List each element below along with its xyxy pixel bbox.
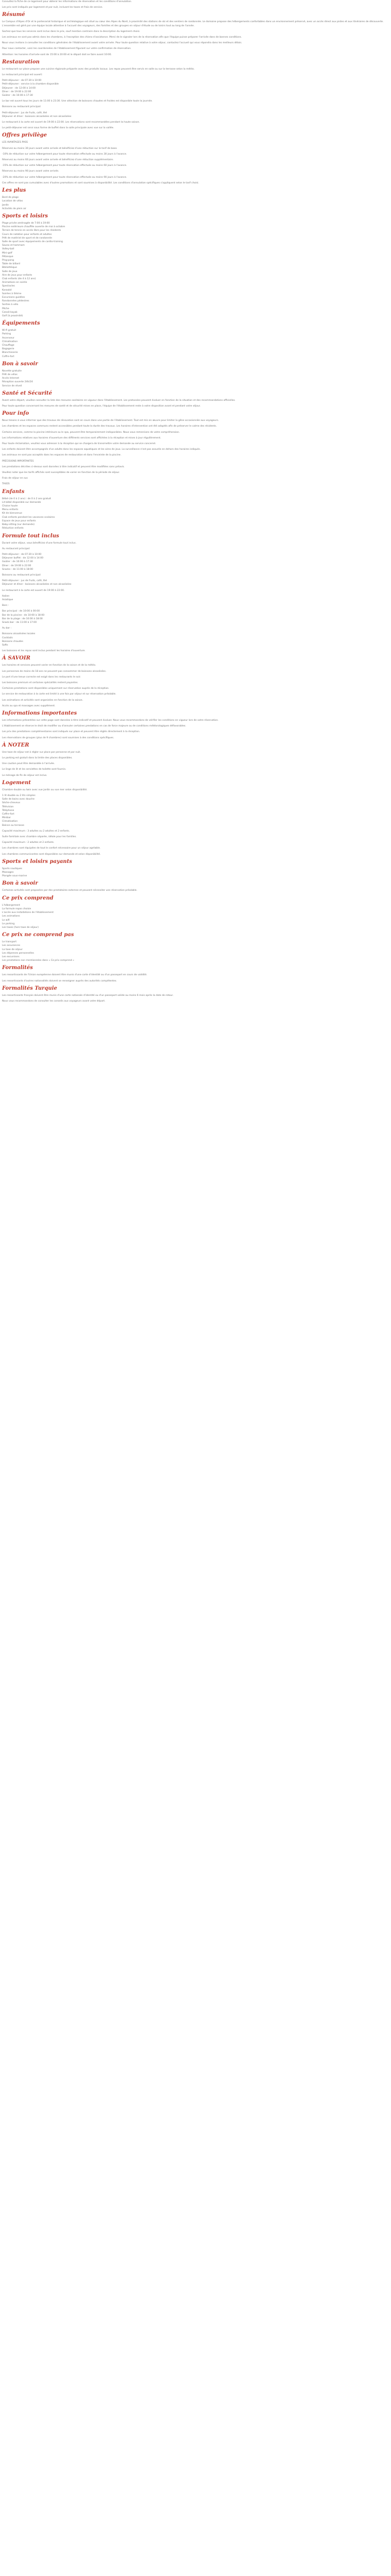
paragraph: Sachez que tous les services sont inclus dans le prix, sauf mention contraire dans la description du logement choisi. bbox=[2, 30, 140, 33]
list-item: Animations en soirée bbox=[2, 281, 27, 284]
section-heading: Sports et loisirs payants bbox=[2, 858, 72, 865]
paragraph: -15% de réduction sur votre hébergement pour toute réservation effectuée au moins 60 jours à l'avance. bbox=[2, 164, 127, 167]
list-item: Bagagerie bbox=[2, 348, 14, 351]
list-item: Petit-déjeuner : de 07:30 à 10:00 bbox=[2, 79, 42, 82]
list-item: Les prestations non mentionnées dans « Ce prix comprend » bbox=[2, 959, 74, 962]
section-heading: Les plus bbox=[2, 188, 26, 194]
list-item: La formule repas choisie bbox=[2, 907, 31, 910]
paragraph: Réservez au moins 90 jours avant votre arrivée. bbox=[2, 170, 59, 173]
list-item: Le parking bbox=[2, 922, 15, 925]
paragraph: Suite familiale avec chambre séparée, idéale pour les familles. bbox=[2, 836, 77, 839]
list-item: Cocktails bbox=[2, 636, 13, 639]
list-item: Bibliothèque bbox=[2, 266, 17, 269]
paragraph: Les animaux ne sont pas admis dans les chambres, à l'exception des chiens d'assistance. Merci de le signaler lors de la réservation afin que l'équipe puisse préparer l'arrivée dans de bonnes conditions. bbox=[2, 36, 242, 39]
list-item: Chauffage bbox=[2, 344, 14, 347]
paragraph: Certaines prestations sont disponibles uniquement sur réservation auprès de la réception. bbox=[2, 687, 109, 690]
item-list bbox=[2, 222, 389, 318]
list-item: Wi-fi gratuit bbox=[2, 329, 17, 332]
list-item: Ascenseur bbox=[2, 336, 14, 340]
paragraph: Nous vous invitons à consulter les conditions générales de l'établissement avant votre arrivée. Pour toute question relative à votre séjour, contactez l'accueil qui vous répondra dans les meilleurs délais. bbox=[2, 42, 242, 45]
section-heading: Ce prix ne comprend pas bbox=[2, 932, 74, 938]
list-item: Téléphone bbox=[2, 809, 14, 812]
paragraph: TAXES bbox=[2, 483, 10, 486]
paragraph: Le restaurant à la carte est ouvert de 19:00 à 22:00. Les réservations sont recommandées pendant la haute saison. bbox=[2, 121, 140, 124]
section-heading: Formalités Turquie bbox=[2, 985, 57, 991]
list-item: Goûter : de 16:00 à 17:30 bbox=[2, 94, 33, 97]
list-item: Golf (à proximité) bbox=[2, 314, 23, 317]
section-heading: Formalités bbox=[2, 965, 33, 971]
list-item: Coffre-fort bbox=[2, 355, 14, 358]
content-section bbox=[2, 742, 389, 777]
list-item: Accès Internet bbox=[2, 377, 20, 380]
list-item: Déjeuner et dîner : boissons alcoolisées et non alcoolisées bbox=[2, 115, 72, 118]
list-item: Parking bbox=[2, 333, 11, 336]
item-list bbox=[2, 595, 389, 602]
section-heading: Bon à savoir bbox=[2, 880, 38, 887]
paragraph: Les chambres et les espaces communs restent accessibles pendant toute la durée des travaux. Les horaires d'intervention ont été adaptés afin de préserver le calme des résidents. bbox=[2, 425, 217, 428]
paragraph: Les chambres sont équipées de tout le confort nécessaire pour un séjour agréable. bbox=[2, 847, 101, 850]
paragraph: PRÉCISIONS IMPORTANTES bbox=[2, 460, 34, 463]
content-section bbox=[2, 320, 389, 359]
paragraph: Les horaires et services peuvent varier en fonction de la saison et de la météo. bbox=[2, 664, 96, 667]
list-item: Salle de jeux bbox=[2, 270, 18, 273]
list-item: Le wifi bbox=[2, 919, 10, 922]
list-item: Bord de plage bbox=[2, 196, 19, 199]
paragraph: Les ressortissants français doivent être munis d'une carte nationale d'identité ou d'un passeport valide au moins 6 mois après la date de retour. bbox=[2, 994, 174, 997]
list-item: Piscine extérieure chauffée ouverte de mai à octobre bbox=[2, 226, 66, 229]
list-item: Navette gratuite bbox=[2, 369, 22, 372]
paragraph: Les personnes de moins de 18 ans ne peuvent pas consommer de boissons alcoolisées. bbox=[2, 670, 107, 673]
paragraph: -10% de réduction sur votre hébergement pour toute réservation effectuée au moins 30 jours à l'avance. bbox=[2, 152, 127, 156]
list-item: Club enfants pendant les vacances scolaires bbox=[2, 516, 55, 519]
list-item: Salle de sport avec équipements de cardio-training bbox=[2, 240, 63, 243]
list-item: Réception ouverte 24h/24 bbox=[2, 381, 33, 384]
paragraph: Le restaurant à la carte est ouvert de 19:00 à 22:00. bbox=[2, 589, 65, 592]
list-item: Table de billard bbox=[2, 263, 20, 266]
paragraph: Bars : bbox=[2, 604, 9, 607]
paragraph: Au restaurant principal: bbox=[2, 547, 30, 550]
paragraph: L'établissement se réserve le droit de modifier ou d'annuler certaines prestations en cas de force majeure ou de conditions météorologiques défavorables. bbox=[2, 725, 186, 728]
paragraph: Les animations et activités sont organisées en fonction de la saison. bbox=[2, 699, 84, 702]
paragraph: Les ressortissants de l'Union européenne doivent être munis d'une carte d'identité ou d'un passeport en cours de validité. bbox=[2, 974, 148, 977]
section-heading: Ce prix comprend bbox=[2, 895, 54, 901]
paragraph: Accès au spa et massages avec supplément. bbox=[2, 704, 56, 707]
item-list bbox=[2, 794, 389, 827]
list-item: Sauna et hammam bbox=[2, 244, 25, 247]
list-item: Snacks : de 11:00 à 18:00 bbox=[2, 568, 34, 571]
section-heading: Santé et Sécurité bbox=[2, 390, 52, 396]
content-section bbox=[2, 390, 389, 408]
content-section bbox=[2, 187, 389, 211]
content-section bbox=[2, 488, 389, 531]
item-list bbox=[2, 904, 389, 929]
list-item: Volley-ball bbox=[2, 248, 14, 251]
list-item: Petit-déjeuner : jus de fruits, café, thé bbox=[2, 111, 47, 114]
list-item: Le transport bbox=[2, 941, 17, 944]
list-item: Goûter : de 16:00 à 17:30 bbox=[2, 561, 33, 564]
section-heading: Équipements bbox=[2, 320, 40, 327]
paragraph: Au bar : bbox=[2, 627, 12, 630]
section-heading: Sports et loisirs bbox=[2, 213, 48, 219]
paragraph: Les chambres communicantes sont disponibles sur demande et selon disponibilité. bbox=[2, 853, 101, 856]
paragraph: Nous tenons à vous informer que des travaux de rénovation sont en cours dans une partie de l'établissement. Tout est mis en œuvre pour limiter la gêne occasionnée aux voyageurs. bbox=[2, 419, 219, 422]
paragraph: LES AVANTAGES PASS bbox=[2, 141, 28, 144]
list-item: Sèche-cheveux bbox=[2, 802, 21, 805]
list-item: Les assurances bbox=[2, 944, 21, 947]
section-heading: Bon à savoir bbox=[2, 361, 38, 367]
list-item: Menu enfants bbox=[2, 509, 19, 512]
section-heading: Formule tout inclus bbox=[2, 533, 59, 539]
list-item: Softs bbox=[2, 643, 8, 647]
paragraph: Le ménage de fin de séjour est inclus. bbox=[2, 774, 47, 777]
paragraph: Consultez la fiche de ce logement pour obtenir les informations de réservation et les conditions d'annulation. bbox=[2, 1, 132, 3]
paragraph: Le petit-déjeuner est servi sous forme de buffet dans la salle principale avec vue sur la vallée. bbox=[2, 127, 115, 130]
item-list bbox=[2, 196, 389, 211]
paragraph: Les boissons premium et certaines spécialités restent payantes. bbox=[2, 681, 78, 684]
item-list bbox=[2, 632, 389, 647]
paragraph: Une taxe de séjour est à régler sur place par personne et par nuit. bbox=[2, 751, 81, 754]
list-item: Réduction enfants bbox=[2, 527, 24, 530]
list-item: L'hébergement bbox=[2, 904, 20, 907]
paragraph: Les informations relatives aux horaires d'ouverture des différents services sont affichées à la réception et mises à jour régulièrement. bbox=[2, 436, 161, 439]
section-heading: À NOTER bbox=[2, 742, 29, 748]
list-item: Télévision bbox=[2, 805, 14, 808]
paragraph: Capacité maximum : 3 adultes ou 2 adultes et 2 enfants. bbox=[2, 829, 70, 833]
list-item: Activités de plein air bbox=[2, 207, 26, 210]
list-item: Bar de la plage : de 10:00 à 18:00 bbox=[2, 617, 43, 620]
list-item: Plage privée aménagée de 7:00 à 19:00 bbox=[2, 222, 50, 225]
list-item: Espace de jeux pour enfants bbox=[2, 519, 36, 522]
paragraph: Veuillez noter que les tarifs affichés sont susceptibles de varier en fonction de la période de séjour. bbox=[2, 471, 120, 474]
list-item: Jardin bbox=[2, 204, 9, 207]
paragraph: Attention: les horaires d'arrivée sont de 15:00 à 20:00 et le départ doit se faire avant 10:00. bbox=[2, 53, 112, 56]
list-item: 1 lit double ou 2 lits simples bbox=[2, 794, 36, 798]
list-item: Climatisation bbox=[2, 820, 18, 823]
list-item: Balcon ou terrasse bbox=[2, 824, 24, 827]
paragraph: Certains services, comme la piscine intérieure ou le spa, peuvent être temporairement indisponibles. Nous vous remercions de votre compréhension. bbox=[2, 431, 180, 434]
list-item: Bébé (de 0 à 2 ans) : de 0 à 2 ans gratuit bbox=[2, 497, 51, 500]
content-section bbox=[2, 710, 389, 740]
paragraph: Les boissons et les repas sont inclus pendant les horaires d'ouverture. bbox=[2, 650, 86, 653]
list-item: Location de vélos bbox=[2, 200, 23, 203]
list-item: Baby-sitting (sur demande) bbox=[2, 523, 35, 527]
list-item: Boissons chaudes bbox=[2, 640, 23, 643]
item-list bbox=[2, 609, 389, 624]
list-item: Mini-golf bbox=[2, 251, 12, 255]
list-item: Kit de bienvenue bbox=[2, 512, 22, 515]
content-section bbox=[2, 964, 389, 982]
list-item: Soirées à thème bbox=[2, 292, 22, 295]
paragraph: Le bar est ouvert tous les jours de 11:00 à 23:30. Une sélection de boissons chaudes et froides est disponible toute la journée. bbox=[2, 100, 153, 103]
item-list bbox=[2, 940, 389, 962]
content-section bbox=[2, 880, 389, 892]
list-item: Bar de la piscine : de 10:00 à 18:00 bbox=[2, 614, 45, 617]
paragraph: Les prix sont indiqués par logement et par nuit, incluant les taxes et frais de service. bbox=[2, 6, 103, 9]
paragraph: Boissons au restaurant principal: bbox=[2, 106, 41, 109]
list-item: Boissons alcoolisées locales bbox=[2, 633, 36, 636]
section-heading: Logement bbox=[2, 779, 31, 786]
paragraph: Pour toute réclamation, veuillez vous adresser à la réception qui se chargera de transmettre votre demande au service concerné. bbox=[2, 443, 156, 446]
list-item: Snack-bar : de 11:00 à 17:00 bbox=[2, 621, 37, 624]
list-item: Climatisation bbox=[2, 340, 18, 343]
list-item: Déjeuner : de 12:00 à 14:00 bbox=[2, 87, 36, 90]
list-item: Aire de jeux pour enfants bbox=[2, 274, 32, 277]
list-item: Petit-déjeuner : jus de fruits, café, thé bbox=[2, 580, 47, 583]
paragraph: Pour toute question concernant les mesures de santé et de sécurité mises en place, l'équipe de l'établissement reste à votre disposition avant et pendant votre séjour. bbox=[2, 405, 201, 408]
list-item: Salle de bains avec douche bbox=[2, 798, 35, 801]
section-heading: Informations importantes bbox=[2, 710, 77, 716]
content-section bbox=[2, 655, 389, 708]
list-item: Déjeuner buffet : de 12:00 à 14:00 bbox=[2, 557, 43, 560]
list-item: Prêt de matériel de sport et de randonnée bbox=[2, 236, 52, 240]
list-item: Bar principal : de 10:00 à 00:00 bbox=[2, 610, 40, 613]
paragraph: Les informations présentées sur cette page sont données à titre indicatif et peuvent évoluer. Nous vous recommandons de vérifier les conditions en vigueur lors de votre réservation. bbox=[2, 719, 219, 722]
list-item: Excursions guidées bbox=[2, 296, 25, 299]
list-item: Coffre-fort bbox=[2, 813, 14, 816]
item-list bbox=[2, 553, 389, 571]
content-section bbox=[2, 11, 389, 56]
content-section bbox=[2, 931, 389, 962]
list-item: Dîner : de 19:00 à 22:00 bbox=[2, 564, 31, 567]
paragraph: Les prix des prestations complémentaires sont indiqués sur place et peuvent être réglés directement à la réception. bbox=[2, 731, 140, 734]
list-item: Les taxes (hors taxe de séjour) bbox=[2, 926, 39, 929]
list-item: Randonnées pédestres bbox=[2, 300, 29, 303]
paragraph: Les prestations décrites ci-dessus sont données à titre indicatif et peuvent être modifiées sans préavis. bbox=[2, 465, 125, 468]
paragraph: Le parking est gratuit dans la limite des places disponibles. bbox=[2, 757, 73, 760]
list-item: Italien bbox=[2, 595, 10, 598]
paragraph: Le restaurant sur place propose une cuisine régionale préparée avec des produits locaux. Les repas peuvent être servis en salle ou sur la terrasse selon la météo. bbox=[2, 67, 195, 71]
content-section bbox=[2, 858, 389, 878]
list-item: Sports nautiques bbox=[2, 867, 22, 870]
paragraph: Chambre double ou twin avec vue jardin ou vue mer selon disponibilité. bbox=[2, 788, 88, 791]
content-section bbox=[2, 0, 389, 9]
list-item: Déjeuner et dîner : boissons alcoolisées et non alcoolisées bbox=[2, 583, 72, 586]
paragraph: Ces offres ne sont pas cumulables avec d'autres promotions et sont soumises à disponibilité. Les conditions d'annulation spécifiques s'appliquent selon le tarif choisi. bbox=[2, 181, 199, 184]
list-item: Lit bébé disponible sur demande bbox=[2, 501, 41, 504]
content-section bbox=[2, 59, 389, 130]
content-section bbox=[2, 895, 389, 929]
section-heading: Pour info bbox=[2, 411, 29, 417]
list-item: Pêche bbox=[2, 307, 9, 310]
paragraph: Les enfants doivent être accompagnés d'un adulte dans les espaces aquatiques et les aires de jeux. La surveillance n'est pas assurée en dehors des horaires indiqués. bbox=[2, 448, 201, 451]
paragraph: Le restaurant principal est ouvert: bbox=[2, 74, 43, 77]
list-item: Spectacles bbox=[2, 285, 15, 288]
paragraph: Certaines activités sont proposées par des prestataires externes et peuvent nécessiter une réservation préalable. bbox=[2, 889, 138, 892]
item-list bbox=[2, 329, 389, 359]
paragraph: -20% de réduction sur votre hébergement pour toute réservation effectuée au moins 90 jours à l'avance. bbox=[2, 176, 127, 179]
list-item: Canoë-kayak bbox=[2, 311, 18, 314]
item-list bbox=[2, 79, 389, 97]
content-section bbox=[2, 410, 389, 486]
item-list bbox=[2, 369, 389, 388]
list-item: Cours de natation pour enfants et adultes bbox=[2, 233, 52, 236]
paragraph: Capacité maximum : 2 adultes et 2 enfants. bbox=[2, 841, 55, 844]
paragraph: Le linge de lit et les serviettes de toilette sont fournis. bbox=[2, 768, 67, 771]
section-heading: Restauration bbox=[2, 59, 40, 65]
section-heading: Offres privilège bbox=[2, 132, 47, 139]
list-item: Blanchisserie bbox=[2, 351, 18, 354]
list-item: Ping-pong bbox=[2, 259, 14, 262]
list-item: Karaoké bbox=[2, 289, 12, 292]
list-item: Dîner : de 19:00 à 22:00 bbox=[2, 90, 31, 93]
content-section bbox=[2, 985, 389, 1003]
section-heading: À SAVOIR bbox=[2, 655, 30, 662]
paragraph: Les animaux ne sont pas acceptés dans les espaces de restauration et dans l'enceinte de la piscine. bbox=[2, 454, 121, 457]
list-item: Sorties à vélo bbox=[2, 303, 19, 307]
content-section bbox=[2, 533, 389, 653]
paragraph: Le service de restauration à la carte est limité à une fois par séjour et sur réservation préalable. bbox=[2, 693, 117, 696]
content-section bbox=[2, 213, 389, 318]
list-item: Les animations bbox=[2, 915, 20, 918]
paragraph: Réservez au moins 60 jours avant votre arrivée et bénéficiez d'une réduction supplémentaire. bbox=[2, 159, 114, 162]
list-item: La taxe de séjour bbox=[2, 948, 23, 951]
item-list bbox=[2, 111, 389, 118]
content-section bbox=[2, 779, 389, 856]
item-list bbox=[2, 579, 389, 586]
content-section bbox=[2, 361, 389, 388]
section-heading: Résumé bbox=[2, 12, 25, 18]
paragraph: Avant votre départ, veuillez consulter la liste des mesures sanitaires en vigueur dans l'établissement. Les protocoles peuvent évoluer en fonction de la situation et des recommandations officielles. bbox=[2, 399, 236, 402]
list-item: Massages bbox=[2, 871, 14, 874]
paragraph: Frais de séjour en sus bbox=[2, 477, 28, 480]
paragraph: Pour nous contacter, voici les coordonnées de l'établissement figurant sur votre confirmation de réservation. bbox=[2, 47, 132, 50]
list-item: Petit-déjeuner : de 07:30 à 10:00 bbox=[2, 553, 42, 556]
paragraph: Nous vous recommandons de consulter les conseils aux voyageurs avant votre départ. bbox=[2, 999, 106, 1003]
list-item: L'accès aux installations de l'établissement bbox=[2, 911, 54, 914]
list-item: Service de réveil bbox=[2, 384, 22, 387]
paragraph: Le Campus d'Alpes d'Or et le partenariat historique et archéologique est situé au cœur des Alpes du Nord, à proximité des stations de ski et des sentiers de randonnée. Le domaine propose des hébergements confortables dans un environnement préservé, avec un accès direct aux pistes et aux itinéraires de découverte. L'ensemble est géré par une équipe locale attentive à l'accueil des voyageurs, des familles et des groupes en séjour d'étude ou de loisirs tout au long de l'année. bbox=[2, 21, 384, 27]
list-item: Les excursions bbox=[2, 955, 20, 958]
item-list bbox=[2, 867, 389, 878]
list-item: Les dépenses personnelles bbox=[2, 952, 34, 955]
paragraph: Les réservations de groupes (plus de 9 chambres) sont soumises à des conditions spécifiques. bbox=[2, 736, 115, 739]
list-item: Prêt de vélos bbox=[2, 374, 18, 377]
list-item: Chaise haute bbox=[2, 505, 18, 508]
list-item: Club enfants (de 4 à 12 ans) bbox=[2, 277, 36, 280]
paragraph: Boissons au restaurant principal: bbox=[2, 573, 41, 577]
list-item: Asiatique bbox=[2, 598, 13, 601]
list-item: Plongée sous-marine bbox=[2, 875, 27, 878]
paragraph: Durant votre séjour, vous bénéficiez d'une formule tout inclus. bbox=[2, 541, 76, 545]
list-item: Terrain de tennis en accès libre pour les résidents bbox=[2, 229, 61, 232]
list-item: Minibar bbox=[2, 817, 11, 820]
section-heading: Enfants bbox=[2, 488, 25, 495]
paragraph: Le port d'une tenue correcte est exigé dans les restaurants le soir. bbox=[2, 675, 81, 679]
list-item: Pétanque bbox=[2, 255, 13, 258]
paragraph: Une caution peut être demandée à l'arrivée. bbox=[2, 762, 55, 766]
paragraph: Les ressortissants d'autres nationalités doivent se renseigner auprès des autorités compétentes. bbox=[2, 979, 117, 982]
paragraph: Réservez au moins 30 jours avant votre arrivée et bénéficiez d'une réduction sur le tarif de base. bbox=[2, 147, 118, 150]
item-list bbox=[2, 497, 389, 531]
list-item: Petit-déjeuner : service à la chambre disponible bbox=[2, 83, 59, 86]
content-section bbox=[2, 132, 389, 185]
